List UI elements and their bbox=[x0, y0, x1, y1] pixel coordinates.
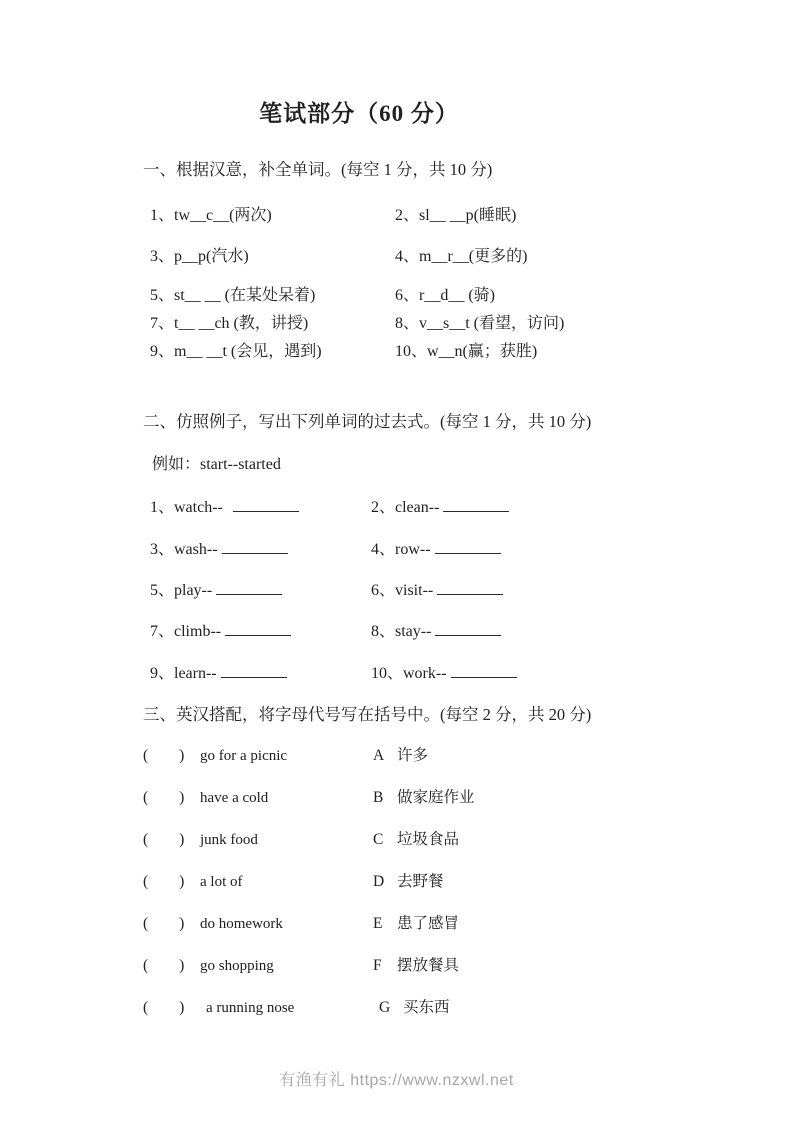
fill-word-item: 7、t__ __ch (教，讲授) bbox=[150, 315, 309, 332]
fill-word-item: 2、sl__ __p(睡眠) bbox=[395, 207, 517, 224]
past-tense-item bbox=[150, 494, 371, 517]
past-tense-label: 3、wash-- bbox=[150, 541, 218, 558]
choice-chinese: 做家庭作业 bbox=[397, 789, 475, 806]
match-english: go shopping bbox=[200, 958, 274, 974]
fill-word-item: 6、r__d__ (骑) bbox=[395, 287, 495, 304]
choice-chinese: 买东西 bbox=[403, 999, 450, 1016]
choice-letter: F bbox=[373, 957, 382, 974]
answer-parentheses: ( ) bbox=[143, 915, 185, 932]
answer-blank-line bbox=[216, 579, 282, 595]
section2-row bbox=[150, 536, 501, 559]
past-tense-item bbox=[371, 536, 501, 559]
past-tense-item bbox=[371, 618, 501, 641]
answer-parentheses: ( ) bbox=[143, 957, 185, 974]
section1-row bbox=[150, 338, 537, 361]
match-english: go for a picnic bbox=[200, 748, 288, 764]
choice-chinese: 许多 bbox=[397, 747, 429, 764]
past-tense-label: 6、visit-- bbox=[371, 582, 434, 599]
answer-blank-line bbox=[221, 662, 287, 678]
section2-row bbox=[150, 618, 501, 641]
answer-blank-line bbox=[233, 496, 299, 512]
section2-header: 二、仿照例子，写出下列单词的过去式。(每空 1 分，共 10 分) bbox=[143, 412, 592, 431]
answer-blank-line bbox=[451, 662, 517, 678]
past-tense-label: 5、play-- bbox=[150, 582, 213, 599]
fill-word-item: 8、v__s__t (看望，访问) bbox=[395, 315, 565, 332]
fill-word-item: 1、tw__c__(两次) bbox=[150, 207, 272, 224]
choice-chinese: 垃圾食品 bbox=[397, 831, 460, 848]
choice-letter: A bbox=[373, 747, 385, 764]
section2-example: 例如：start--started bbox=[152, 456, 281, 473]
past-tense-label: 2、clean-- bbox=[371, 499, 440, 516]
match-english: do homework bbox=[200, 916, 283, 932]
match-row bbox=[143, 827, 459, 849]
section1-row bbox=[150, 243, 527, 266]
match-english: a running nose bbox=[206, 1000, 295, 1016]
past-tense-item bbox=[150, 618, 371, 641]
match-row bbox=[143, 911, 459, 933]
choice-chinese: 去野餐 bbox=[397, 873, 444, 890]
past-tense-item bbox=[371, 494, 509, 517]
section1-row bbox=[150, 202, 516, 225]
fill-word-item: 5、st__ __ (在某处呆着) bbox=[150, 287, 316, 304]
choice-chinese: 摆放餐具 bbox=[397, 957, 460, 974]
choice-letter: D bbox=[373, 873, 385, 890]
answer-parentheses: ( ) bbox=[143, 789, 185, 806]
match-row bbox=[143, 953, 459, 975]
choice-letter: G bbox=[379, 999, 391, 1016]
section3-header: 三、英汉搭配，将字母代号写在括号中。(每空 2 分，共 20 分) bbox=[143, 705, 592, 724]
section2-row bbox=[150, 494, 509, 517]
fill-word-item: 4、m__r__(更多的) bbox=[395, 248, 528, 265]
past-tense-item bbox=[371, 577, 503, 600]
section1-row bbox=[150, 310, 564, 333]
fill-word-item: 10、w__n(赢；获胜) bbox=[395, 343, 538, 360]
past-tense-label: 4、row-- bbox=[371, 541, 431, 558]
past-tense-item bbox=[150, 536, 371, 559]
choice-chinese: 患了感冒 bbox=[397, 915, 460, 932]
match-row bbox=[143, 785, 475, 807]
match-row bbox=[143, 995, 450, 1017]
answer-parentheses: ( ) bbox=[143, 747, 185, 764]
past-tense-label: 1、watch-- bbox=[150, 499, 223, 516]
section1-row bbox=[150, 282, 495, 305]
match-row bbox=[143, 869, 444, 891]
match-row bbox=[143, 743, 428, 765]
section2-row bbox=[150, 660, 517, 683]
match-english: junk food bbox=[200, 832, 258, 848]
answer-blank-line bbox=[225, 620, 291, 636]
answer-blank-line bbox=[435, 538, 501, 554]
past-tense-item bbox=[371, 660, 517, 683]
choice-letter: E bbox=[373, 915, 383, 932]
answer-blank-line bbox=[437, 579, 503, 595]
past-tense-label: 7、climb-- bbox=[150, 623, 222, 640]
past-tense-label: 8、stay-- bbox=[371, 623, 432, 640]
past-tense-label: 10、work-- bbox=[371, 665, 447, 682]
choice-letter: C bbox=[373, 831, 384, 848]
watermark-footer: 有渔有礼 https://www.nzxwl.net bbox=[279, 1072, 514, 1089]
answer-parentheses: ( ) bbox=[143, 831, 185, 848]
past-tense-label: 9、learn-- bbox=[150, 665, 217, 682]
choice-letter: B bbox=[373, 789, 384, 806]
section1-header: 一、根据汉意，补全单词。(每空 1 分，共 10 分) bbox=[143, 160, 493, 179]
answer-blank-line bbox=[443, 496, 509, 512]
page-title: 笔试部分（60 分） bbox=[259, 101, 459, 126]
fill-word-item: 9、m__ __t (会见，遇到) bbox=[150, 343, 322, 360]
match-english: have a cold bbox=[200, 790, 269, 806]
section2-row bbox=[150, 577, 503, 600]
answer-parentheses: ( ) bbox=[143, 873, 185, 890]
past-tense-item bbox=[150, 577, 371, 600]
match-english: a lot of bbox=[200, 874, 243, 890]
answer-parentheses: ( ) bbox=[143, 999, 185, 1016]
fill-word-item: 3、p__p(汽水) bbox=[150, 248, 249, 265]
past-tense-item bbox=[150, 660, 371, 683]
answer-blank-line bbox=[222, 538, 288, 554]
answer-blank-line bbox=[435, 620, 501, 636]
